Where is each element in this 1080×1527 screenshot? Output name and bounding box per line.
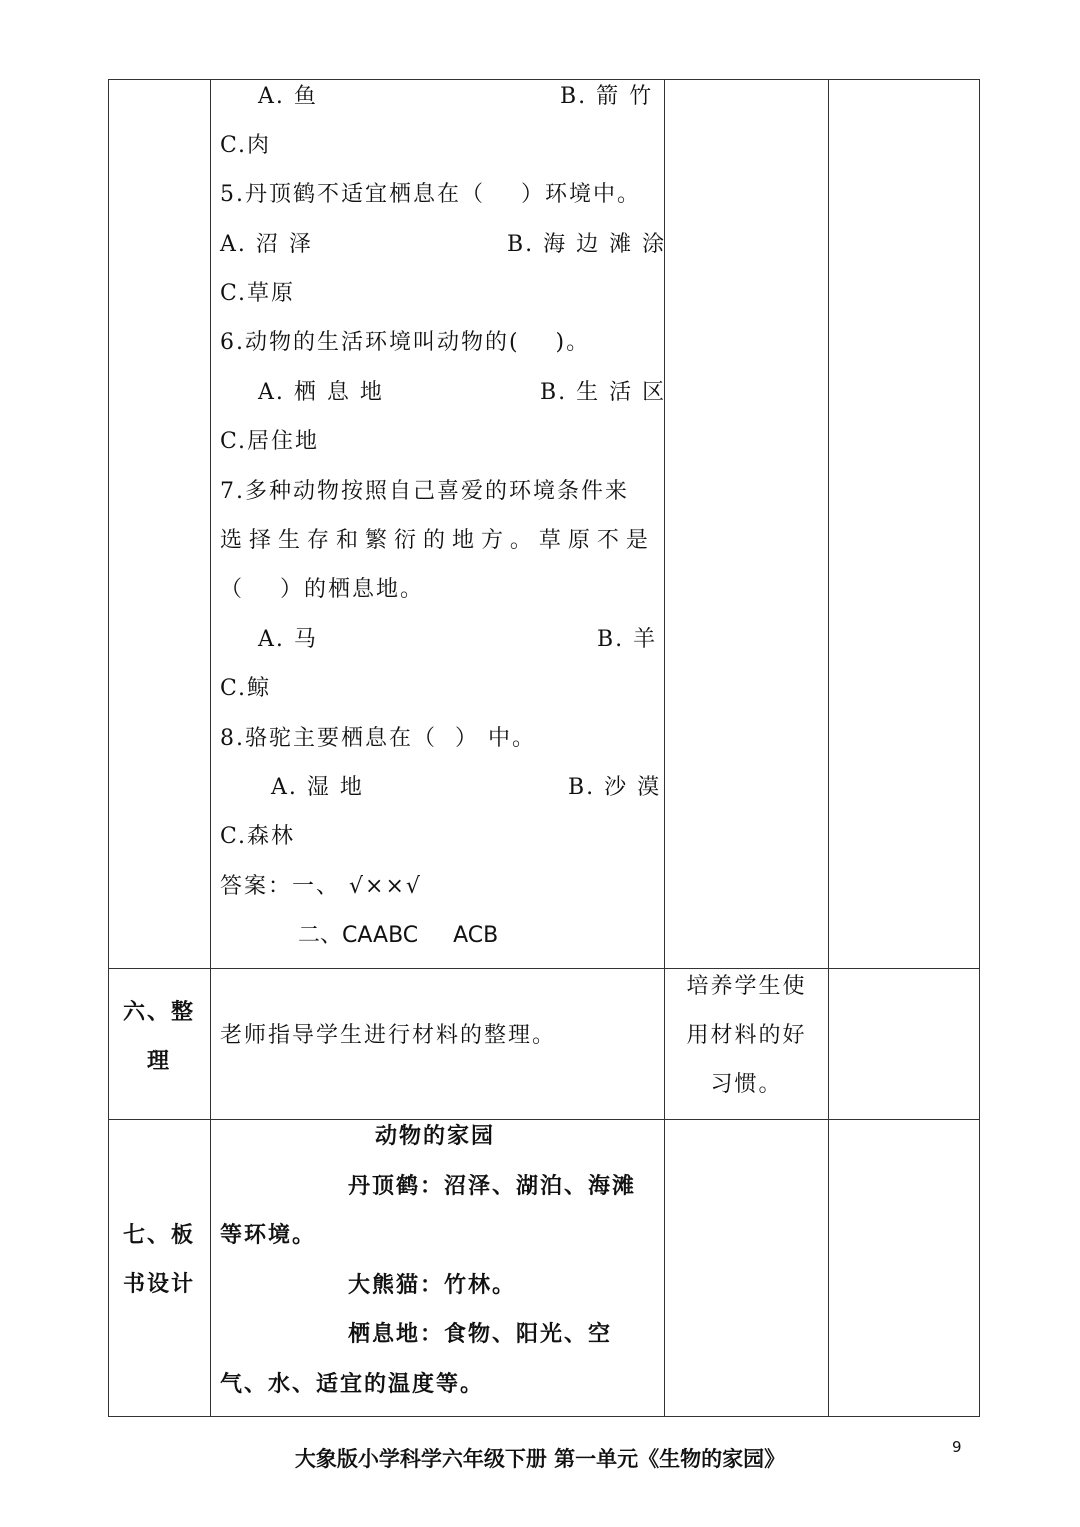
q7-stem-line-2: 选 择 生 存 和 繁 衍 的 地 方 。 草 原 不 是 — [220, 528, 648, 553]
row-divider-1 — [108, 968, 980, 969]
board-line-3: 大熊猫：竹林。 — [348, 1272, 517, 1298]
q6-option-c: C.居住地 — [220, 429, 320, 454]
q5-option-a: A. 沼 泽 — [220, 232, 313, 257]
section-6-label-line-2: 理 — [146, 1048, 171, 1074]
q6-option-b: B. 生 活 区 — [540, 380, 667, 405]
page-footer-title: 大象版小学科学六年级下册 第一单元《生物的家园》 — [294, 1447, 786, 1471]
column-divider-3 — [828, 79, 829, 1417]
answer-line-2: 二、CAABC ACB — [298, 923, 499, 948]
row-divider-2 — [108, 1119, 980, 1120]
section-6-note-line-3: 习惯。 — [710, 1072, 783, 1097]
board-line-2: 等环境。 — [220, 1222, 317, 1248]
board-line-1: 丹顶鹤：沼泽、湖泊、海滩 — [348, 1173, 637, 1199]
q5-stem: 5.丹顶鹤不适宜栖息在（ ）环境中。 — [220, 182, 641, 207]
q8-option-c: C.森林 — [220, 824, 296, 849]
q8-stem: 8.骆驼主要栖息在（ ） 中。 — [220, 726, 536, 751]
section-7-label-line-1: 七、板 — [122, 1222, 195, 1248]
board-line-4: 栖息地：食物、阳光、空 — [348, 1321, 613, 1347]
q7-option-a: A. 马 — [258, 627, 318, 652]
q4-option-a: A. 鱼 — [258, 84, 318, 109]
q6-option-a: A. 栖 息 地 — [258, 380, 384, 405]
column-divider-1 — [210, 79, 211, 1417]
board-line-5: 气、水、适宜的温度等。 — [220, 1371, 485, 1397]
q6-stem: 6.动物的生活环境叫动物的( )。 — [220, 330, 591, 355]
section-6-content: 老师指导学生进行材料的整理。 — [220, 1023, 557, 1048]
q4-option-c: C.肉 — [220, 133, 272, 158]
q7-option-c: C.鲸 — [220, 676, 272, 701]
section-7-label-line-2: 书设计 — [122, 1271, 195, 1297]
section-6-note-line-1: 培养学生使 — [686, 974, 807, 999]
q4-option-b: B. 箭 竹 — [560, 84, 654, 109]
q8-option-a: A. 湿 地 — [271, 775, 364, 800]
q8-option-b: B. 沙 漠 — [568, 775, 662, 800]
answer-line-1: 答案：一、 √××√ — [220, 874, 422, 899]
q7-stem-line-1: 7.多种动物按照自己喜爱的环境条件来 — [220, 479, 629, 504]
q5-option-b: B. 海 边 滩 涂 — [507, 232, 667, 257]
q5-option-c: C.草原 — [220, 281, 296, 306]
section-6-label-line-1: 六、整 — [122, 999, 195, 1025]
section-6-note-line-2: 用材料的好 — [686, 1023, 807, 1048]
q7-stem-line-3: （ ）的栖息地。 — [220, 577, 424, 602]
q7-option-b: B. 羊 — [597, 627, 658, 652]
column-divider-2 — [664, 79, 665, 1417]
page-number: 9 — [952, 1438, 962, 1456]
table-border-top — [108, 79, 980, 80]
column-divider-right — [979, 79, 980, 1417]
table-border-bottom — [108, 1416, 980, 1417]
board-title: 动物的家园 — [375, 1123, 496, 1149]
